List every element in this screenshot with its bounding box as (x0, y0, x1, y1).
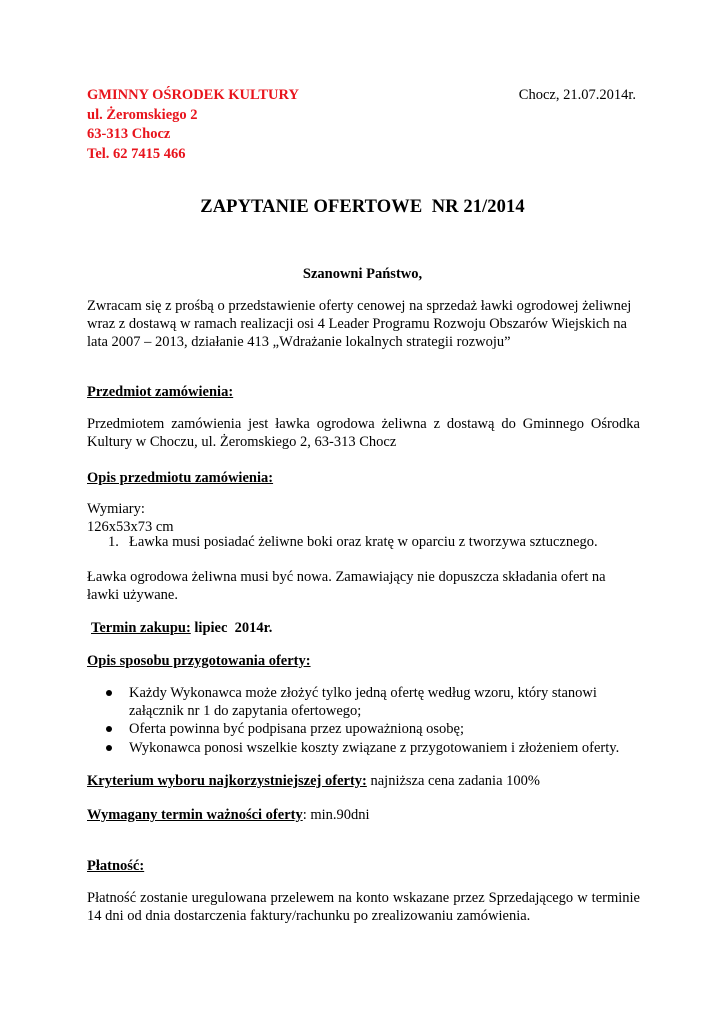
document-title: ZAPYTANIE OFERTOWE NR 21/2014 (200, 197, 525, 217)
org-name: GMINNY OŚRODEK KULTURY (87, 87, 299, 103)
list-number: 1. (108, 534, 119, 550)
list-item (104, 684, 644, 720)
note-line: Ławka ogrodowa żeliwna musi być nowa. Zamawiający nie dopuszcza składania ofert na (87, 569, 606, 585)
org-phone: Tel. 62 7415 466 (87, 145, 186, 162)
preparation-bullets (104, 684, 644, 757)
org-street: ul. Żeromskiego 2 (87, 106, 198, 123)
document-date: Chocz, 21.07.2014r. (518, 87, 636, 103)
intro-paragraph (87, 297, 640, 352)
term-value: lipiec 2014r. (190, 620, 273, 636)
payment-heading: Płatność: (87, 858, 145, 874)
note-line: ławki używane. (87, 587, 178, 604)
list-item (104, 739, 644, 757)
preparation-heading: Opis sposobu przygotowania oferty: (87, 653, 311, 669)
intro-line: Zwracam się z prośbą o przedstawienie oferty cenowej na sprzedaż ławki ogrodowej żeliwnej (87, 298, 632, 314)
intro-line: lata 2007 – 2013, działanie 413 „Wdrażanie lokalnych strategii rozwoju” (87, 334, 511, 351)
offer-validity (87, 806, 640, 824)
validity-label: Wymagany termin ważności oferty (87, 807, 303, 823)
validity-value: : min.90dni (302, 807, 370, 823)
term-label: Termin zakupu: (91, 620, 191, 636)
list-item: Ławka musi posiadać żeliwne boki oraz kratę w oparciu z tworzywa sztucznego. (129, 534, 598, 550)
subject-heading: Przedmiot zamówienia: (87, 384, 234, 400)
bullet-icon (106, 690, 112, 696)
bullet-icon (106, 745, 112, 751)
purchase-term (91, 619, 644, 637)
organization-address (87, 86, 299, 164)
intro-line: wraz z dostawą w ramach realizacji osi 4 Leader Programu Rozwoju Obszarów Wiejskich na (87, 316, 627, 333)
bullet-icon (106, 726, 112, 732)
payment-text: Płatność zostanie uregulowana przelewem na konto wskazane przez Sprzedającego w terminie 14 dni od dnia dostarczenia faktury/rachunku po zrealizowaniu zamówienia. (87, 890, 640, 925)
description-heading: Opis przedmiotu zamówienia: (87, 470, 274, 486)
bullet-text: Wykonawca ponosi wszelkie koszty związane z przygotowaniem i złożeniem oferty. (129, 739, 620, 756)
criterion-label: Kryterium wyboru najkorzystniejszej oferty: (87, 773, 367, 789)
salutation: Szanowni Państwo, (302, 266, 423, 282)
bullet-text: Oferta powinna być podpisana przez upoważnioną osobę; (129, 721, 464, 738)
selection-criterion (87, 772, 640, 790)
org-postal: 63-313 Chocz (87, 126, 171, 142)
list-item (104, 720, 644, 738)
condition-note (87, 568, 640, 604)
criterion-value: najniższa cena zadania 100% (366, 773, 540, 789)
bullet-text: Każdy Wykonawca może złożyć tylko jedną ofertę według wzoru, który stanowi załącznik nr 1 do zapytania ofertowego; (129, 685, 597, 720)
subject-text: Przedmiotem zamówienia jest ławka ogrodowa żeliwna z dostawą do Gminnego Ośrodka Kultury w Choczu, ul. Żeromskiego 2, 63-313 Chocz (87, 416, 640, 451)
dimensions-value: 126x53x73 cm (87, 519, 174, 535)
dimensions-label: Wymiary: (87, 501, 145, 517)
